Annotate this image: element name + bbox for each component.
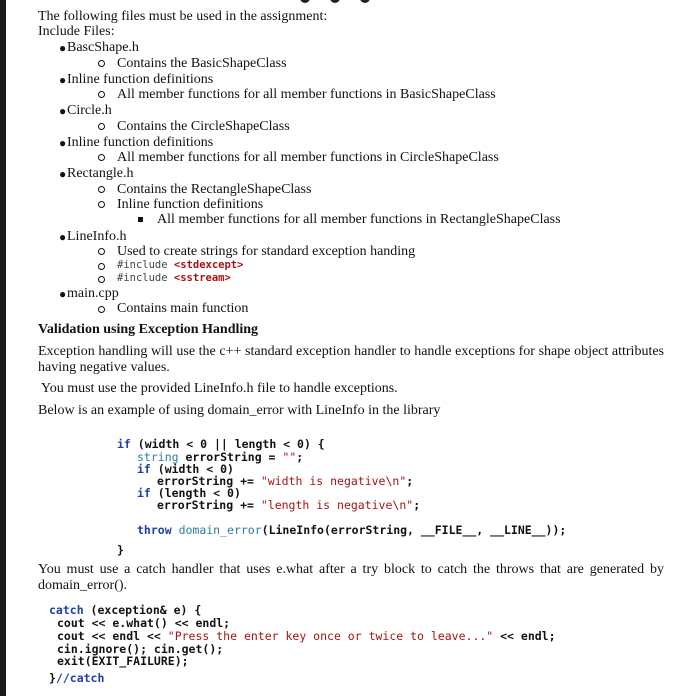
square-bullet-icon xyxy=(138,217,143,222)
bullet-icon: ● xyxy=(59,136,67,150)
file-rectangle-h: Rectangle.h xyxy=(67,166,134,181)
bullet-icon: ● xyxy=(59,104,67,118)
circle-bullet-icon xyxy=(98,276,105,283)
circle-bullet-icon xyxy=(98,263,105,270)
left-page-edge xyxy=(0,0,6,696)
include-stdexcept: #include <stdexcept> xyxy=(117,259,244,271)
circle-bullet-icon xyxy=(98,201,105,208)
inline-defs-2: Inline function definitions xyxy=(67,135,214,150)
code-line: } xyxy=(117,543,124,557)
rectangle-desc: Contains the RectangleShapeClass xyxy=(117,182,312,197)
code-line: exit(EXIT_FAILURE); xyxy=(57,654,189,668)
file-basicshape-h: BascShape.h xyxy=(67,40,139,55)
code-line: throw domain_error(LineInfo(errorString, __FILE__, __LINE__)); xyxy=(137,523,567,537)
file-main-cpp: main.cpp xyxy=(67,286,119,301)
cropped-heading-fragment xyxy=(300,0,420,4)
code-line: cin.ignore(); cin.get(); xyxy=(57,642,224,656)
bullet-icon: ● xyxy=(59,287,67,301)
circle-bullet-icon xyxy=(98,154,105,161)
circle-bullet-icon xyxy=(98,306,105,313)
validation-heading: Validation using Exception Handling xyxy=(38,322,259,337)
file-circle-h: Circle.h xyxy=(67,103,112,118)
bullet-icon: ● xyxy=(59,41,67,55)
code-line: if (length < 0) xyxy=(137,486,241,500)
circle-desc: Contains the CircleShapeClass xyxy=(117,119,290,134)
circle-bullet-icon xyxy=(98,91,105,98)
inline-defs-2-desc: All member functions for all member functions in CircleShapeClass xyxy=(117,150,499,165)
code-line: cout << e.what() << endl; xyxy=(57,616,231,630)
rectangle-inline-desc: All member functions for all member functions in RectangleShapeClass xyxy=(157,212,561,227)
bullet-icon: ● xyxy=(59,167,67,181)
code-line: cout << endl << "Press the enter key once or twice to leave..." << endl; xyxy=(57,629,556,643)
basicshape-desc: Contains the BasicShapeClass xyxy=(117,56,287,71)
circle-bullet-icon xyxy=(98,248,105,255)
code-line: string errorString = ""; xyxy=(137,450,304,464)
code-line: if (width < 0) xyxy=(137,462,234,476)
file-lineinfo-h: LineInfo.h xyxy=(67,229,127,244)
bullet-icon: ● xyxy=(59,73,67,87)
domain-error-example-intro: Below is an example of using domain_error with LineInfo in the library xyxy=(38,403,441,418)
main-cpp-desc: Contains main function xyxy=(117,301,249,316)
circle-bullet-icon xyxy=(98,186,105,193)
code-line: }//catch xyxy=(49,671,105,685)
lineinfo-instruction: You must use the provided LineInfo.h file to handle exceptions. xyxy=(41,381,398,396)
code-line: errorString += "length is negative\n"; xyxy=(157,498,421,512)
code-line: errorString += "width is negative\n"; xyxy=(157,474,414,488)
inline-defs-1: Inline function definitions xyxy=(67,72,214,87)
include-sstream: #include <sstream> xyxy=(117,272,231,284)
bullet-icon: ● xyxy=(59,230,67,244)
rectangle-inline-defs: Inline function definitions xyxy=(117,197,264,212)
circle-bullet-icon xyxy=(98,123,105,130)
code-line: catch (exception& e) { xyxy=(49,603,202,617)
inline-defs-1-desc: All member functions for all member functions in BasicShapeClass xyxy=(117,87,496,102)
code-line: if (width < 0 || length < 0) { xyxy=(117,437,325,451)
catch-handler-paragraph: You must use a catch handler that uses e.what after a try block to catch the throws that are generated by domain_error(). xyxy=(38,562,664,593)
exception-handling-paragraph: Exception handling will use the c++ standard exception handler to handle exceptions for shape object attributes having negative values. xyxy=(38,344,664,375)
lineinfo-desc: Used to create strings for standard exception handing xyxy=(117,244,416,259)
circle-bullet-icon xyxy=(98,60,105,67)
include-files-label: Include Files: xyxy=(38,24,115,39)
intro-line-1: The following files must be used in the assignment: xyxy=(38,9,328,24)
